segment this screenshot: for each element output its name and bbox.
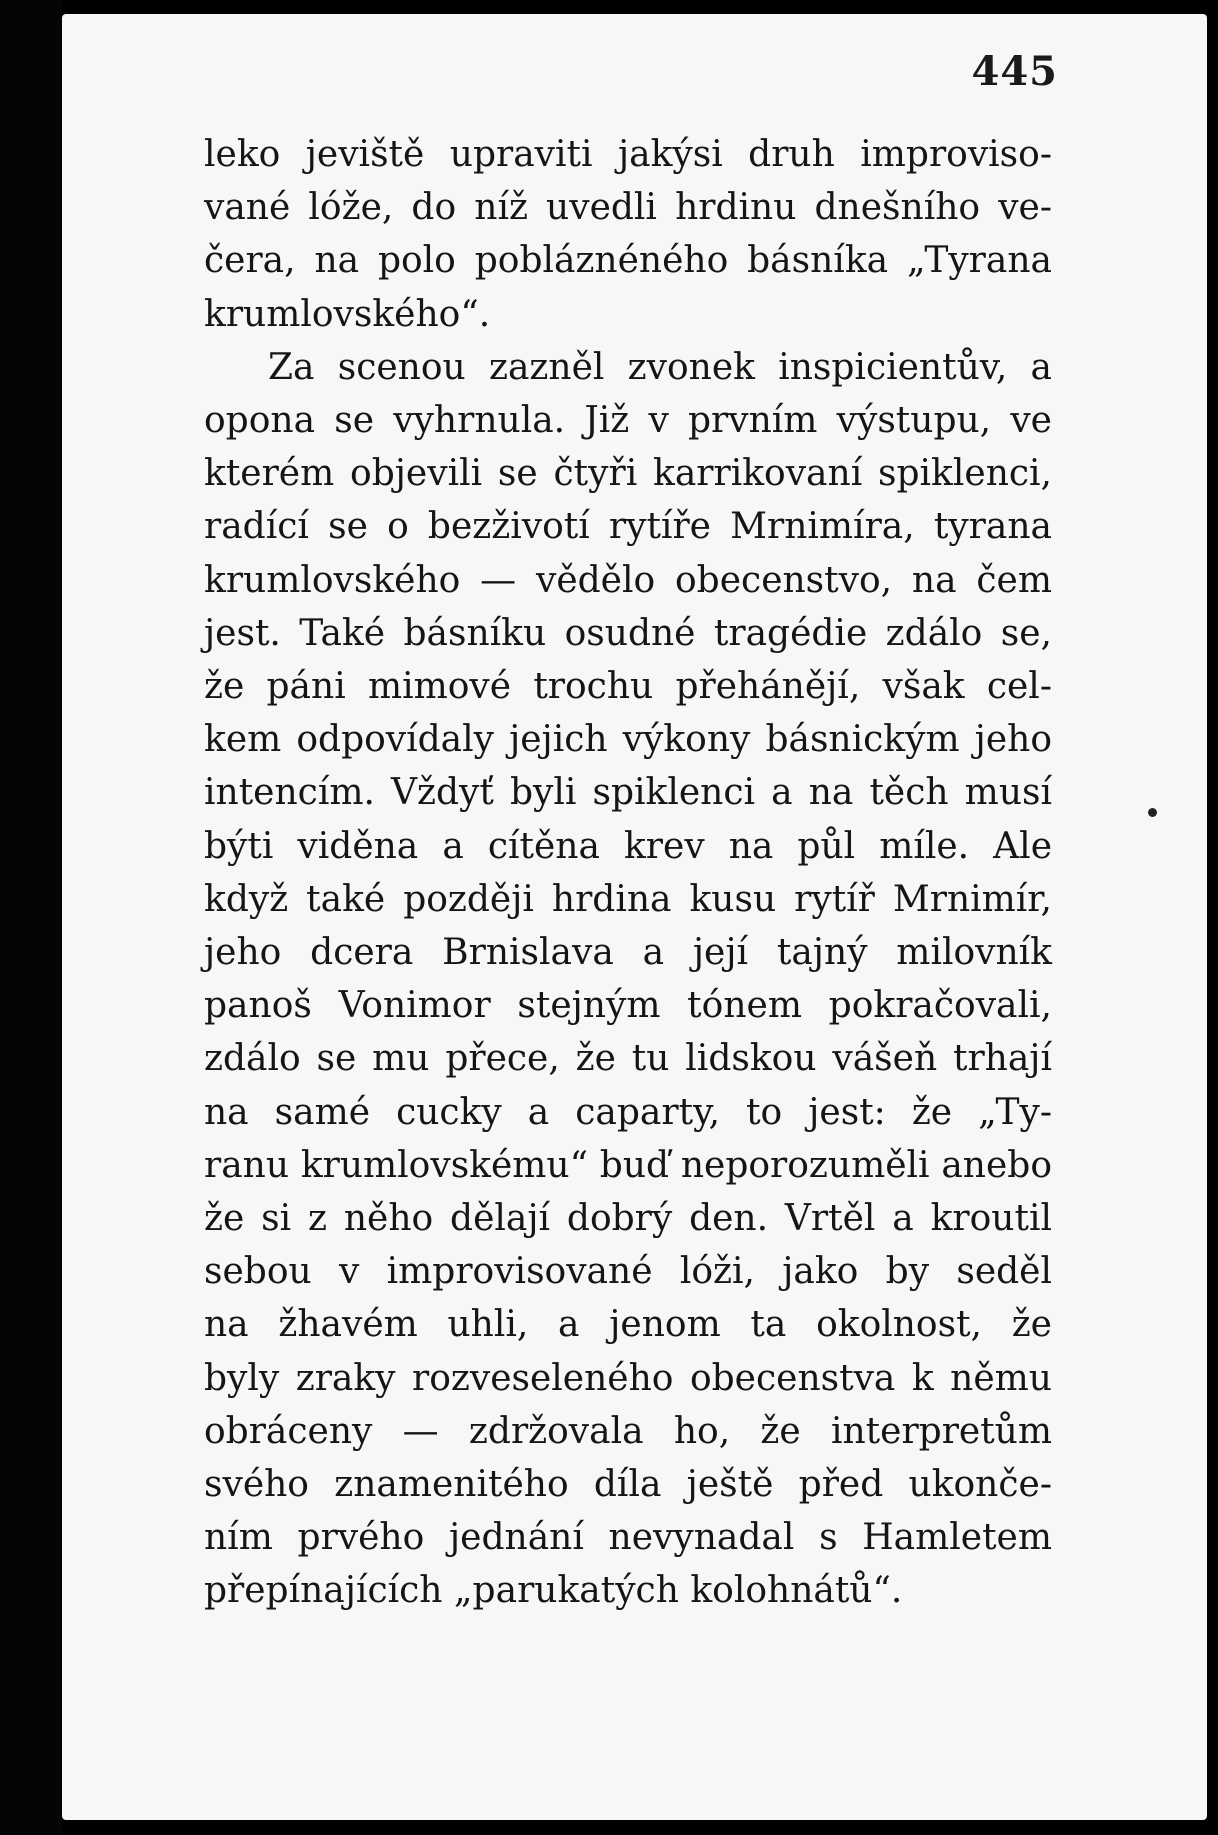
text-line: jest. Také básníku osudné tragédie zdálo se, [204,612,1052,654]
body-text [204,128,1052,1618]
text-line: býti viděna a cítěna krev na půl míle. Ale [204,825,1052,867]
text-line: zdálo se mu přece, že tu lidskou vášeň trhají [204,1038,1052,1080]
text-line: na samé cucky a caparty, to jest: že „Ty- [204,1091,1052,1133]
text-line: jeho dcera Brnislava a její tajný milovník [204,932,1052,974]
text-line: když také později hrdina kusu rytíř Mrnimír, [204,878,1052,920]
book-spine [0,0,62,1835]
text-line: krumlovského“. [204,293,491,335]
text-line: že páni mimové trochu přehánějí, však cel- [204,666,1052,708]
text-line: že si z něho dělají dobrý den. Vrtěl a kroutil [204,1198,1052,1240]
text-line: čera, na polo pobláznéného básníka „Tyrana [204,240,1052,282]
text-line: ním prvého jednání nevynadal s Hamletem [204,1517,1052,1559]
spine-notch [30,1600,58,1634]
text-line: leko jeviště upraviti jakýsi druh improviso- [204,134,1052,175]
text-line: opona se vyhrnula. Již v prvním výstupu, ve [204,400,1052,442]
text-line: intencím. Vždyť byli spiklenci a na těch musí [204,772,1052,814]
text-line: kterém objevili se čtyři karrikovaní spiklenci, [204,453,1052,495]
text-line: Za scenou zazněl zvonek inspicientův, a [268,346,1052,388]
text-line: panoš Vonimor stejným tónem pokračovali, [204,985,1052,1027]
text-line: radící se o bezživotí rytíře Mrnimíra, tyrana [204,506,1052,548]
text-line: svého znamenitého díla ještě před ukonče- [204,1464,1052,1506]
paragraph-2 [204,341,1052,1618]
text-line: sebou v improvisované lóži, jako by seděl [204,1251,1052,1293]
text-line: vané lóže, do níž uvedli hrdinu dnešního ve- [204,187,1052,229]
paragraph-1 [204,128,1052,341]
text-line: ranu krumlovskému“ buď neporozuměli anebo [204,1144,1052,1186]
text-line: přepínajících „parukatých kolohnátů“. [204,1570,903,1612]
text-line: na žhavém uhli, a jenom ta okolnost, že [204,1304,1052,1346]
text-line: byly zraky rozveseleného obecenstva k němu [204,1357,1052,1399]
text-line: krumlovského — vědělo obecenstvo, na čem [204,559,1052,601]
page-number: 445 [971,48,1058,95]
text-line: obráceny — zdržovala ho, že interpretům [204,1410,1052,1452]
text-line: kem odpovídaly jejich výkony básnickým jeho [204,719,1052,761]
ink-speck [1148,808,1157,817]
